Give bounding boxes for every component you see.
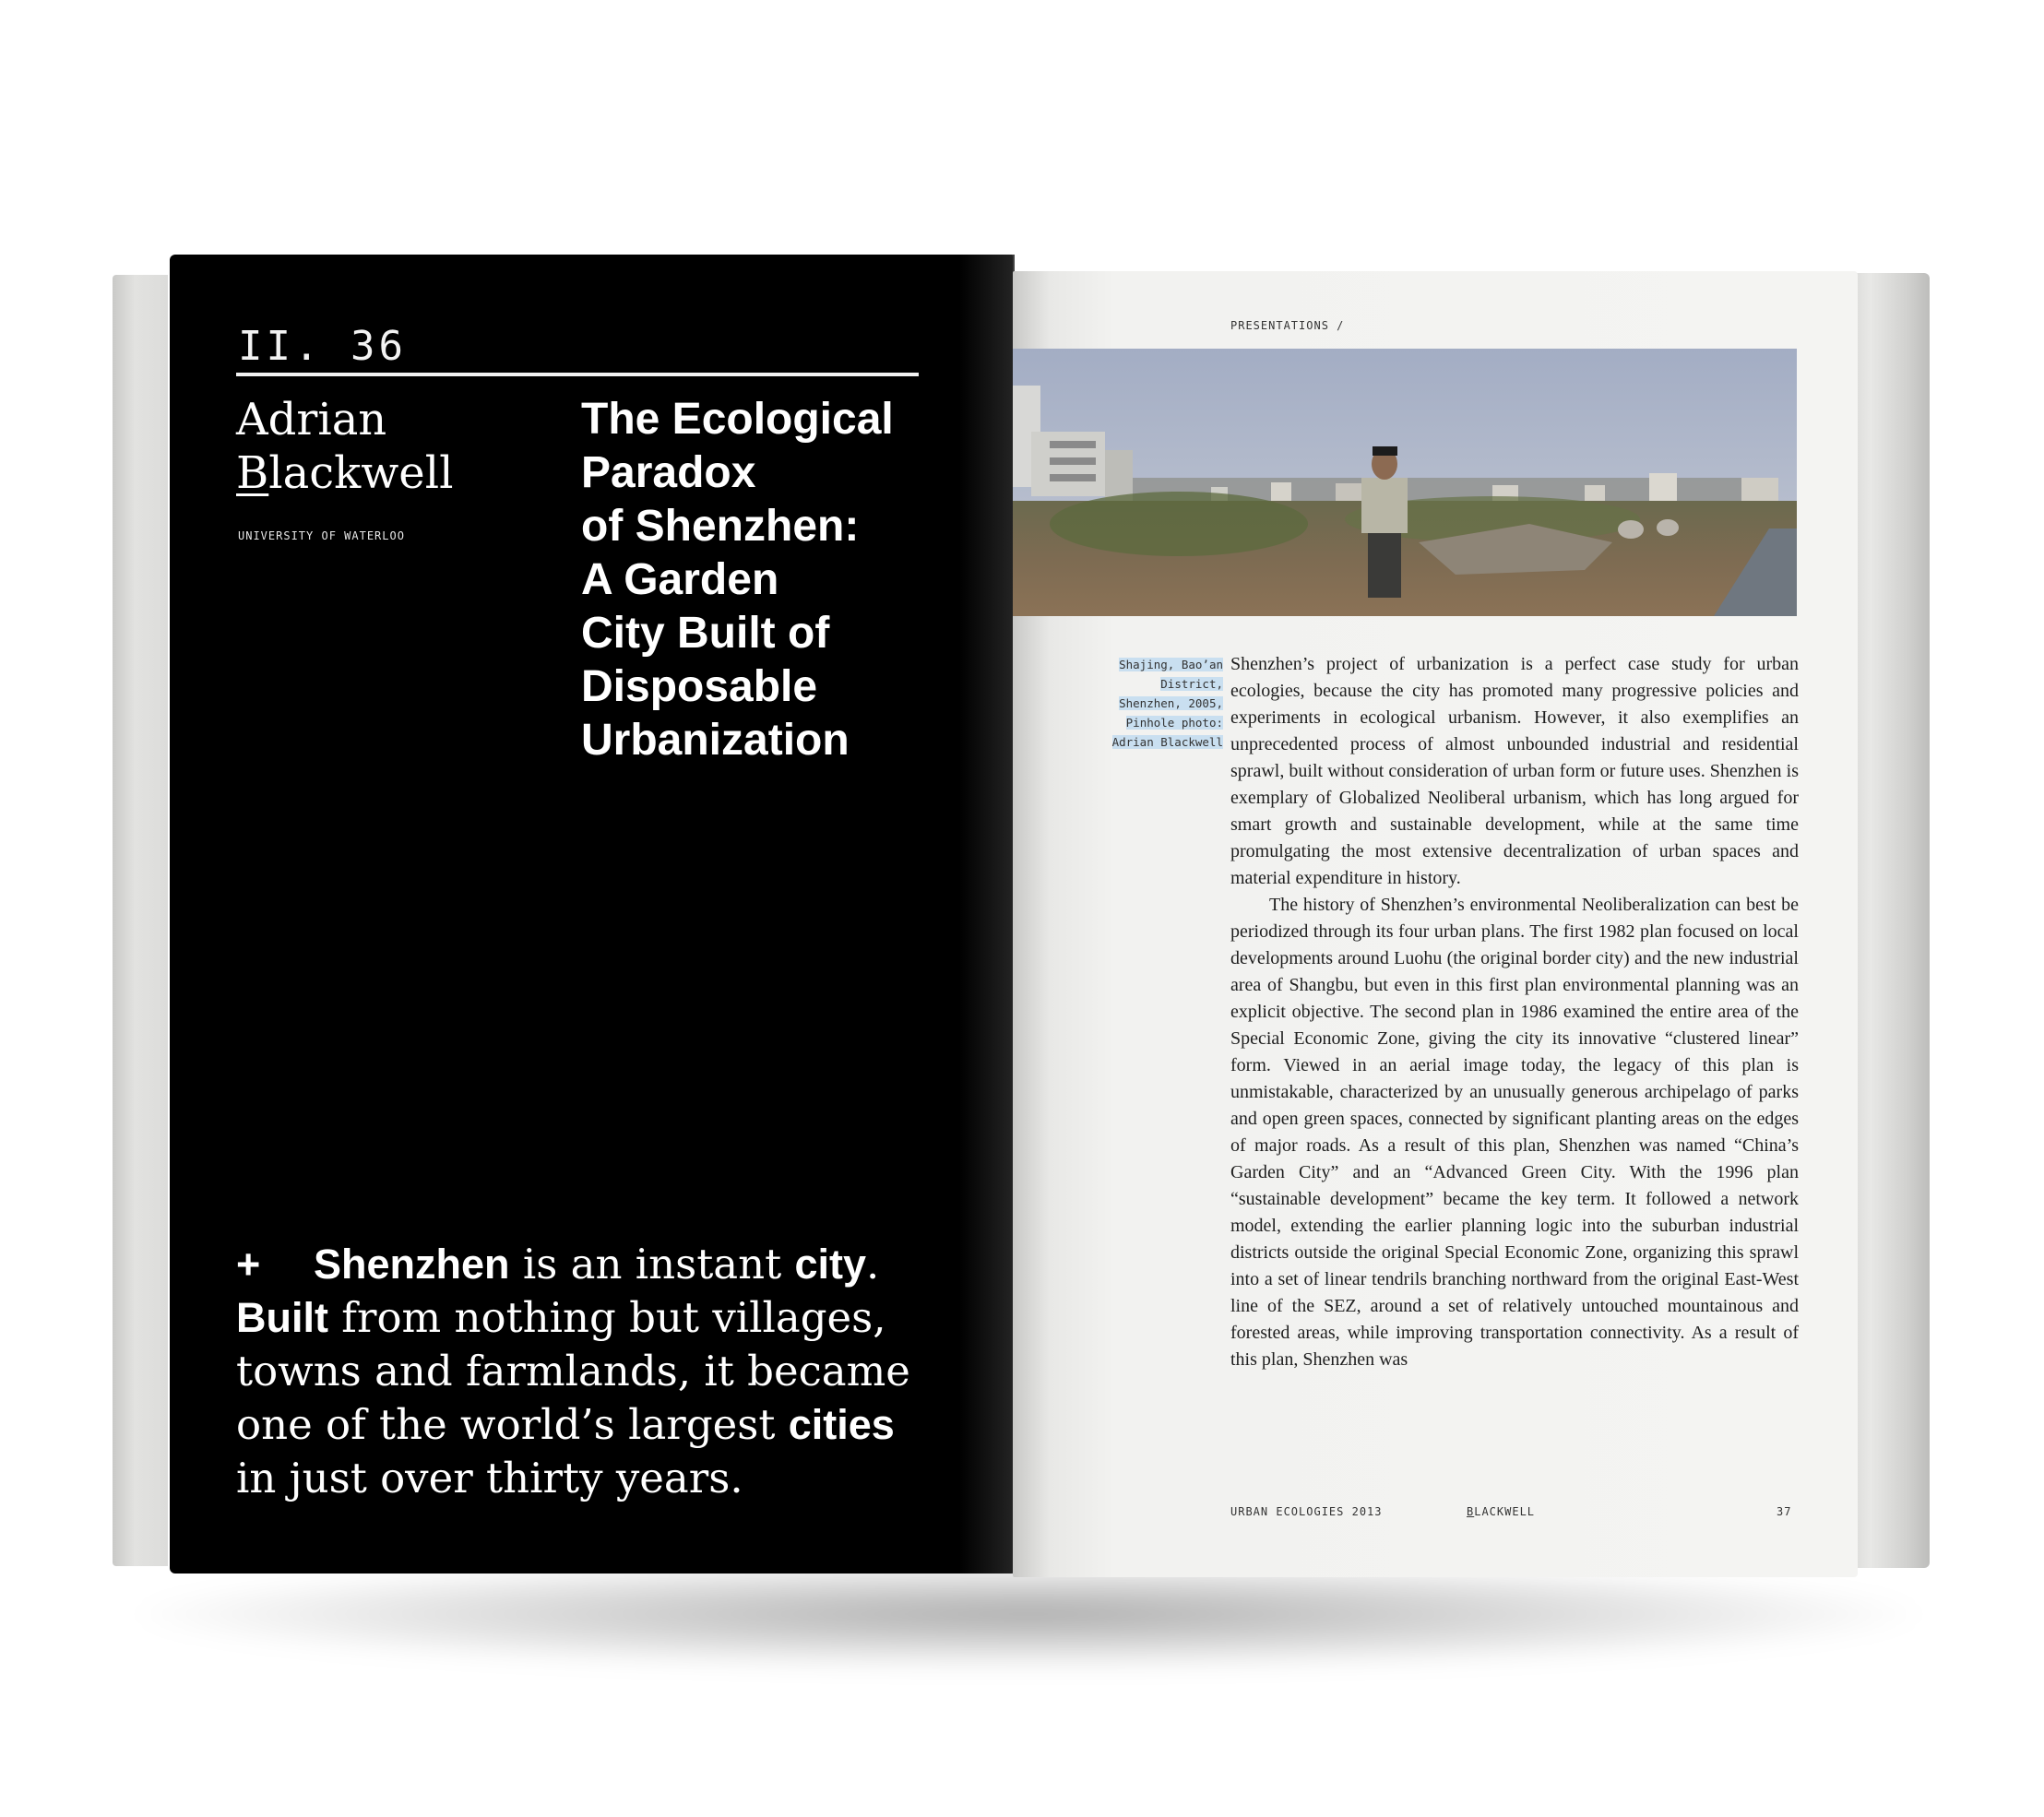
left-page xyxy=(170,255,1013,1574)
title-line: Paradox xyxy=(581,448,756,497)
author-last-rest: lackwell xyxy=(268,447,454,499)
footer-page-number: 37 xyxy=(1777,1505,1792,1518)
quote-emphasis: city xyxy=(794,1241,867,1288)
chapter-folio: II. 36 xyxy=(238,323,407,370)
title-line: of Shenzhen: xyxy=(581,502,860,551)
caption-line xyxy=(1068,655,1223,674)
right-page xyxy=(1013,271,1858,1577)
title-line: The Ecological xyxy=(581,395,894,444)
left-page-edge xyxy=(113,275,168,1566)
author-affiliation: UNIVERSITY OF WATERLOO xyxy=(238,529,405,542)
title-line: Urbanization xyxy=(581,716,850,765)
author-name xyxy=(236,393,541,500)
article-title xyxy=(581,393,950,767)
caption-line xyxy=(1068,732,1223,752)
quote-text: from nothing but villages, towns and farmlands, it became one of the world’s largest xyxy=(236,1293,910,1449)
caption-text: Adrian Blackwell xyxy=(1111,735,1223,749)
author-initial: B xyxy=(236,447,269,499)
header-rule xyxy=(236,373,919,376)
caption-text: Shajing, Bao’an xyxy=(1119,658,1223,671)
footer-author-rest: LACKWELL xyxy=(1474,1505,1536,1518)
body-paragraph: The history of Shenzhen’s environmental Neoliberalization can best be periodized through its four urban plans. The first 1982 plan focused on local developments around Luohu (the original border city) and the new industrial area of Shangbu, but even in this first plan environmental planning was an explicit objective. The second plan in 1986 examined the entire area of the Special Economic Zone, giving the city its innovative “clustered linear” form. Viewed in an aerial image today, the legacy of this plan is unmistakable, characterized by an unusually generous archipelago of parks and open green spaces, connected by significant planting areas on the edges of major roads. As a result of this plan, Shenzhen was named “China’s Garden City” and an “Advanced Green City. With the 1996 plan “sustainable development” became the key term. It followed a network model, extending the earlier planning logic into the suburban industrial districts outside the original Special Economic Zone, organizing this sprawl into a set of linear tendrils branching northward from the original East-West line of the SEZ, around a set of relatively untouched mountainous and forested areas, while improving transportation connectivity. As a result of this plan, Shenzhen was xyxy=(1230,895,1799,1370)
body-paragraph: Shenzhen’s project of urbanization is a perfect case study for urban ecologies, because the city has promoted many progressive policies and experiments in ecological urbanism. However, it also exemplifies an unprecedented process of almost unbounded industrial and residential sprawl, built without consideration of urban form or future uses. Shenzhen is exemplary of Globalized Neoliberal urbanism, which has long argued for smart growth and sustainable development, while at the same time promulgating the most extensive decentralization of urban spaces and material expenditure in history. xyxy=(1230,654,1799,888)
photo-caption xyxy=(1068,655,1223,752)
caption-line xyxy=(1068,713,1223,732)
photo-illustration xyxy=(1013,349,1797,616)
quote-emphasis: Shenzhen xyxy=(314,1241,510,1288)
quote-emphasis: cities xyxy=(788,1401,895,1448)
page-gutter-shading xyxy=(959,255,1015,1574)
title-line: Disposable xyxy=(581,662,818,711)
author-first-name: Adrian xyxy=(236,394,387,445)
article-body xyxy=(1230,651,1799,1373)
footer-author xyxy=(1467,1505,1535,1518)
plus-icon: + xyxy=(236,1241,261,1288)
caption-line xyxy=(1068,694,1223,713)
quote-text: is an instant xyxy=(509,1240,795,1289)
title-line: A Garden xyxy=(581,555,779,604)
author-last-name xyxy=(236,446,541,500)
pull-quote xyxy=(236,1238,937,1505)
quote-text: in just over thirty years. xyxy=(236,1454,743,1502)
section-header: PRESENTATIONS / xyxy=(1230,319,1345,332)
footer-publication: URBAN ECOLOGIES 2013 xyxy=(1230,1505,1383,1518)
pinhole-photo xyxy=(1013,349,1797,616)
caption-text: District, xyxy=(1160,677,1223,691)
caption-line xyxy=(1068,674,1223,694)
caption-text: Pinhole photo: xyxy=(1125,716,1223,730)
quote-emphasis: Built xyxy=(236,1294,328,1341)
title-line: City Built of xyxy=(581,609,830,658)
footer-author-initial: B xyxy=(1467,1505,1475,1518)
caption-text: Shenzhen, 2005, xyxy=(1119,696,1223,710)
quote-text: . xyxy=(866,1240,880,1289)
